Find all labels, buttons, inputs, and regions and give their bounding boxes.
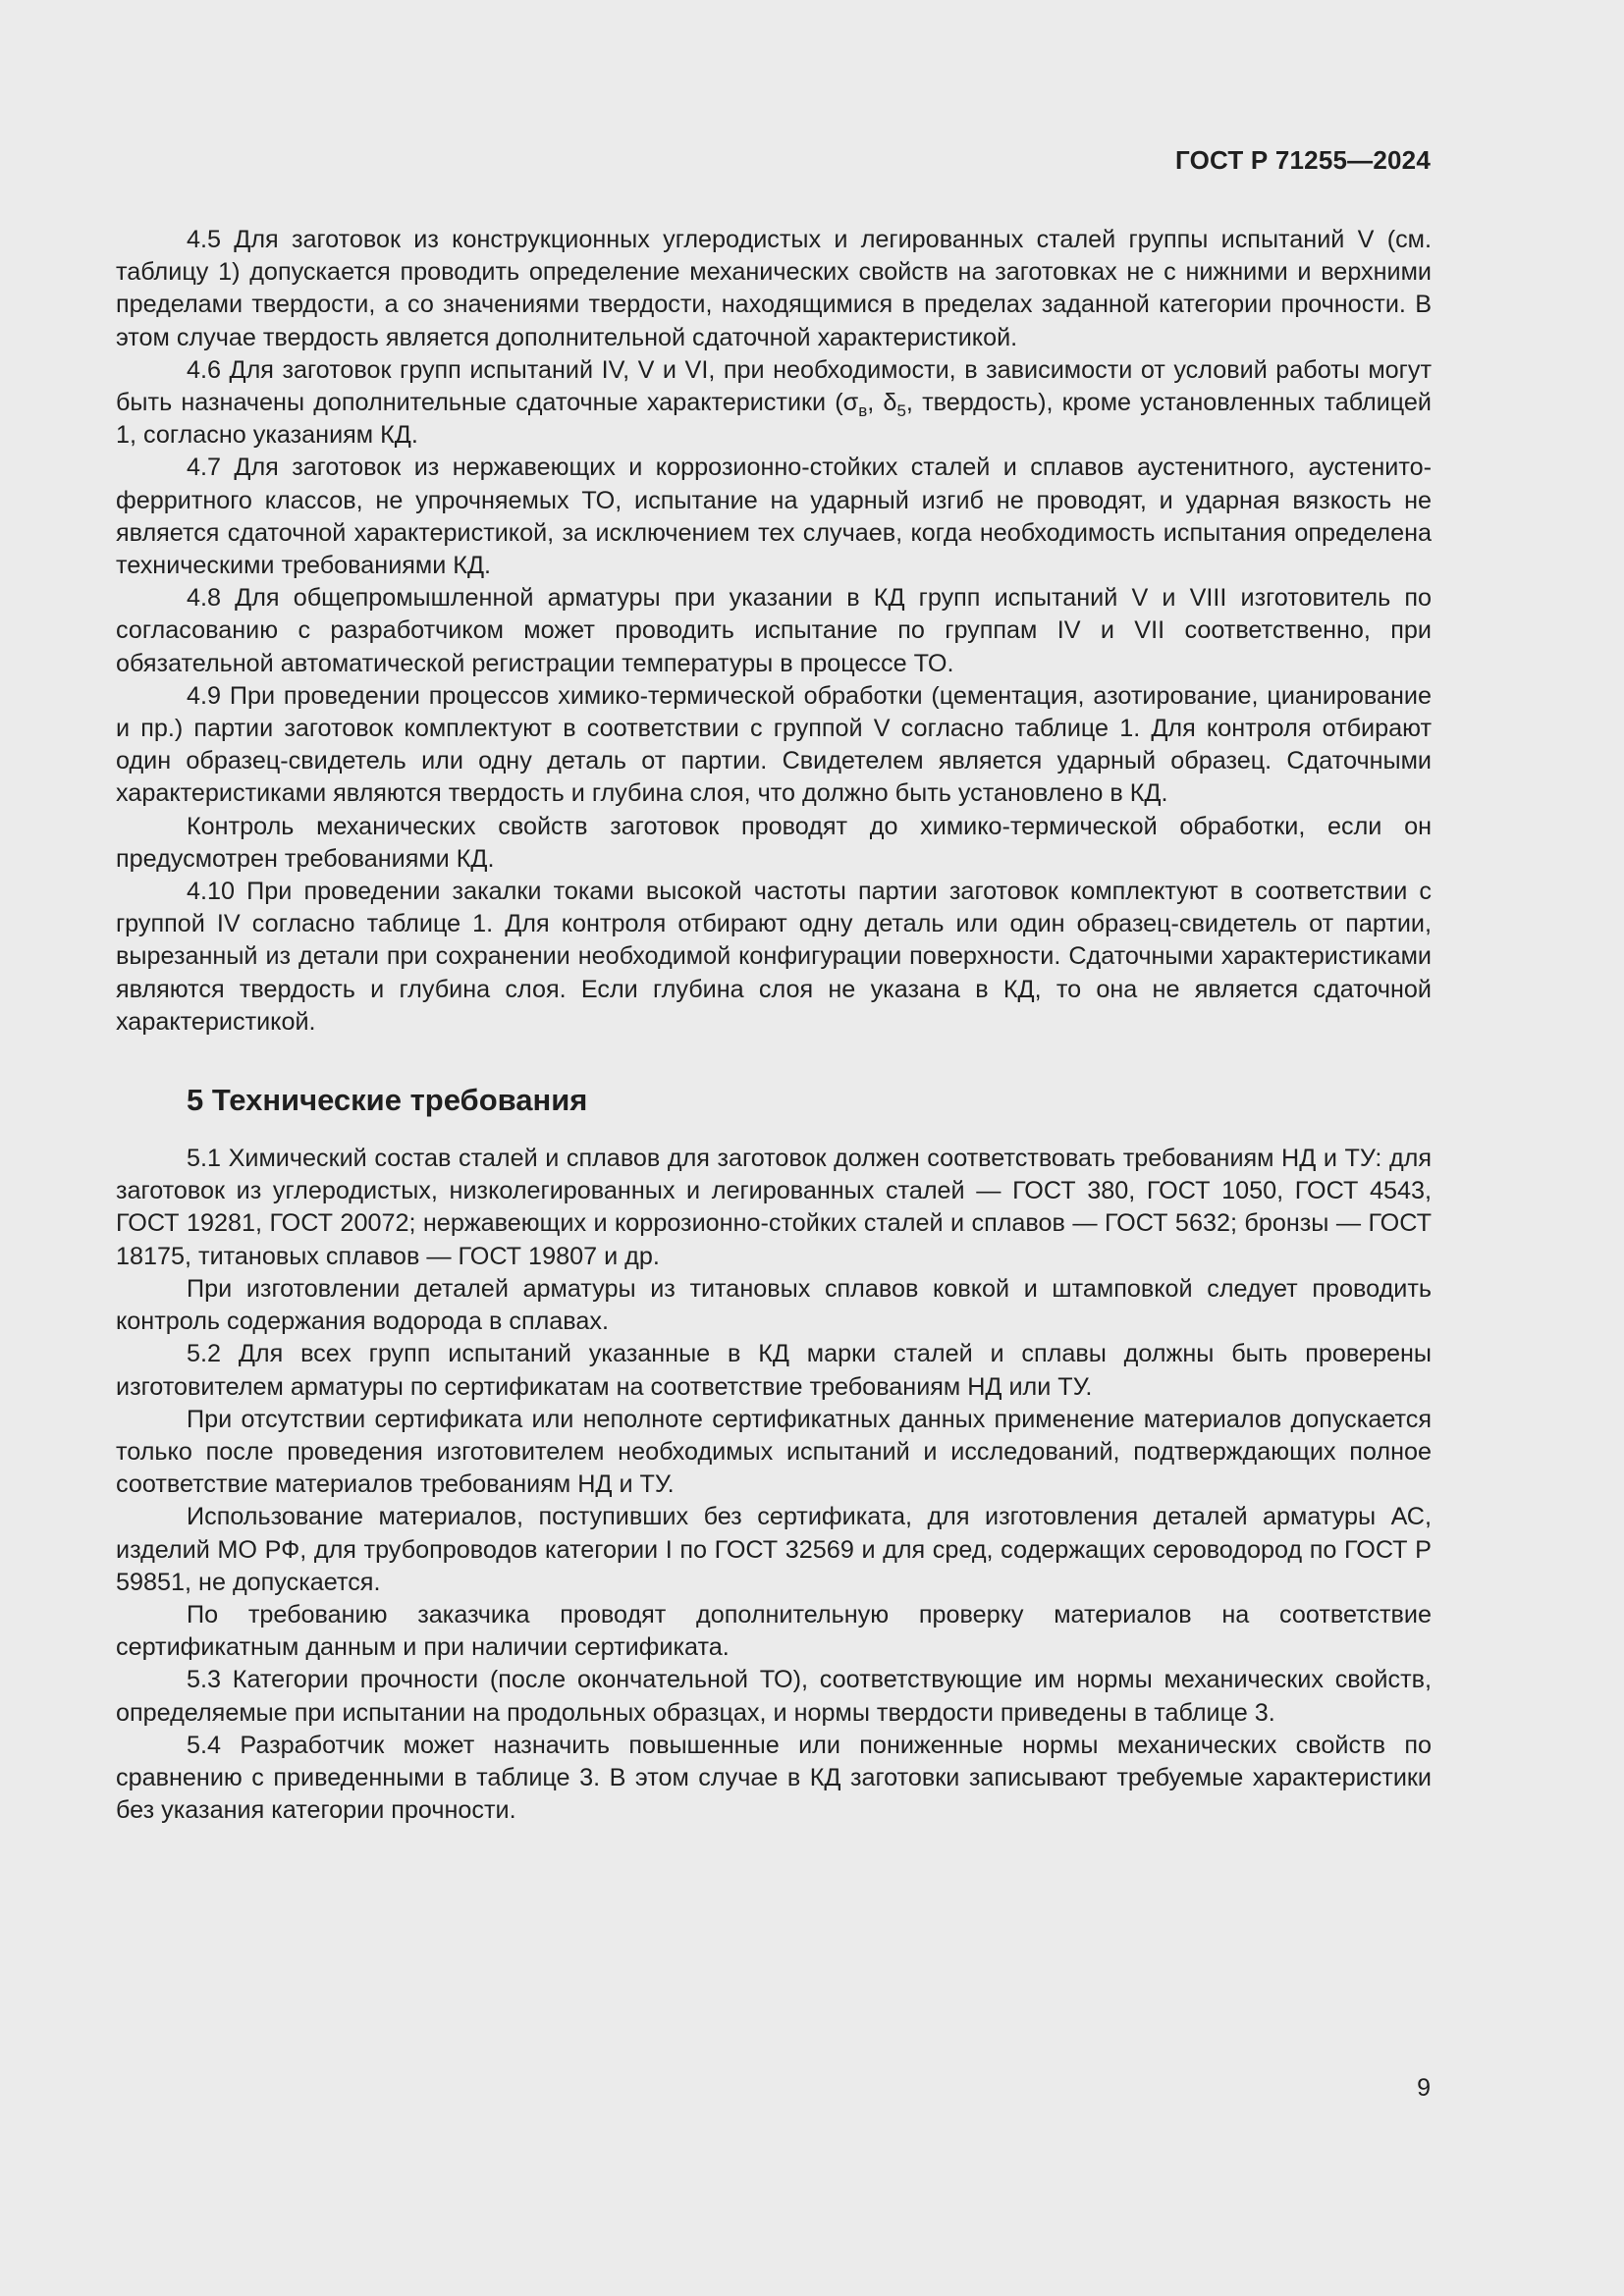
paragraph-5-2-prohibition: Использование материалов, поступивших без сертификата, для изготовления деталей арматуры АС, изделий МО РФ, для трубопроводов категории I по ГОСТ 32569 и для сред, содержащих сероводород по ГОСТ Р 59851, не допускается. [116, 1503, 1432, 1596]
paragraph-4-8: 4.8 Для общепромышленной арматуры при указании в КД групп испытаний V и VIII изготовитель по согласованию с разработчиком может проводить испытание по группам IV и VII соответственно, при обязательной автоматической регистрации температуры в процессе ТО. [116, 584, 1432, 677]
paragraph-5-1-continued: При изготовлении деталей арматуры из титановых сплавов ковкой и штамповкой следует проводить контроль содержания водорода в сплавах. [116, 1274, 1432, 1336]
paragraph-4-7: 4.7 Для заготовок из нержавеющих и коррозионно-стойких сталей и сплавов аустенитного, аустенито-ферритного классов, не упрочняемых ТО, испытание на ударный изгиб не проводят, и ударная вязкость не является сдаточной характеристикой, за исключением тех случаев, когда необходимость испытания определена техническими требованиями КД. [116, 454, 1432, 580]
paragraph-5-1: 5.1 Химический состав сталей и сплавов для заготовок должен соответствовать требованиям НД и ТУ: для заготовок из углеродистых, низколегированных и легированных сталей — ГОСТ 380, ГОСТ 1050, ГОСТ 4543, ГОСТ 19281, ГОСТ 20072; нержавеющих и коррозионно-стойких сталей и сплавов — ГОСТ 5632; бронзы — ГОСТ 18175, титановых сплавов — ГОСТ 19807 и др. [116, 1145, 1432, 1270]
document-code-header: ГОСТ Р 71255—2024 [1175, 145, 1431, 175]
paragraph-4-9-continued: Контроль механических свойств заготовок проводят до химико-термической обработки, если он предусмотрен требованиями КД. [116, 812, 1432, 873]
paragraph-4-10: 4.10 При проведении закалки токами высокой частоты партии заготовок комплектуют в соответствии с группой IV согласно таблице 1. Для контроля отбирают одну деталь или один образец-свидетель от партии, вырезанный из детали при сохранении необходимой конфигурации поверхности. Сдаточными характеристиками являются твердость и глубина слоя. Если глубина слоя не указана в КД, то она не является сдаточной характеристикой. [116, 878, 1432, 1036]
paragraph-5-3: 5.3 Категории прочности (после окончательной ТО), соответствующие им нормы механических свойств, определяемые при испытании на продольных образцах, и нормы твердости приведены в таблице 3. [116, 1666, 1432, 1727]
paragraph-5-4: 5.4 Разработчик может назначить повышенные или пониженные нормы механических свойств по сравнению с приведенными в таблице 3. В этом случае в КД заготовки записывают требуемые характеристики без указания категории прочности. [116, 1731, 1432, 1825]
section-5-heading: 5 Технические требования [187, 1083, 588, 1118]
delta-subscript: 5 [896, 401, 906, 421]
paragraph-5-2-customer: По требованию заказчика проводят дополнительную проверку материалов на соответствие сертификатным данным и при наличии сертификата. [116, 1600, 1432, 1662]
paragraph-4-5: 4.5 Для заготовок из конструкционных углеродистых и легированных сталей группы испытаний V (см. таблицу 1) допускается проводить определение механических свойств на заготовках не с нижними и верхними пределами твердости, а со значениями твердости, находящимися в пределах заданной категории прочности. В этом случае твердость является дополнительной сдаточной характеристикой. [116, 226, 1432, 351]
page-content [116, 224, 1432, 1827]
paragraph-4-6 [116, 354, 1432, 453]
paragraph-5-2: 5.2 Для всех групп испытаний указанные в КД марки сталей и сплавы должны быть проверены изготовителем арматуры по сертификатам на соответствие требованиям НД или ТУ. [116, 1340, 1432, 1401]
paragraph-4-6-end: , твердость), кроме установленных таблицей 1, согласно указаниям КД. [116, 389, 1432, 450]
page-number: 9 [1417, 2074, 1431, 2102]
paragraph-5-2-certificate: При отсутствии сертификата или неполноте сертификатных данных применение материалов допускается только после проведения изготовителем необходимых испытаний и исследований, подтверждающих полное соответствие материалов требованиям НД и ТУ. [116, 1405, 1432, 1499]
paragraph-4-6-start: 4.6 Для заготовок групп испытаний IV, V и VI, при необходимости, в зависимости от условий работы могут быть назначены дополнительные сдаточные характеристики (σ [116, 355, 1432, 417]
paragraph-4-6-mid: , δ [867, 389, 897, 417]
sigma-subscript: в [858, 401, 868, 421]
paragraph-4-9: 4.9 При проведении процессов химико-термической обработки (цементация, азотирование, цианирование и пр.) партии заготовок комплектуют в соответствии с группой V согласно таблице 1. Для контроля отбирают один образец-свидетель или одну деталь от партии. Свидетелем является ударный образец. Сдаточными характеристиками являются твердость и глубина слоя, что должно быть установлено в КД. [116, 681, 1432, 808]
